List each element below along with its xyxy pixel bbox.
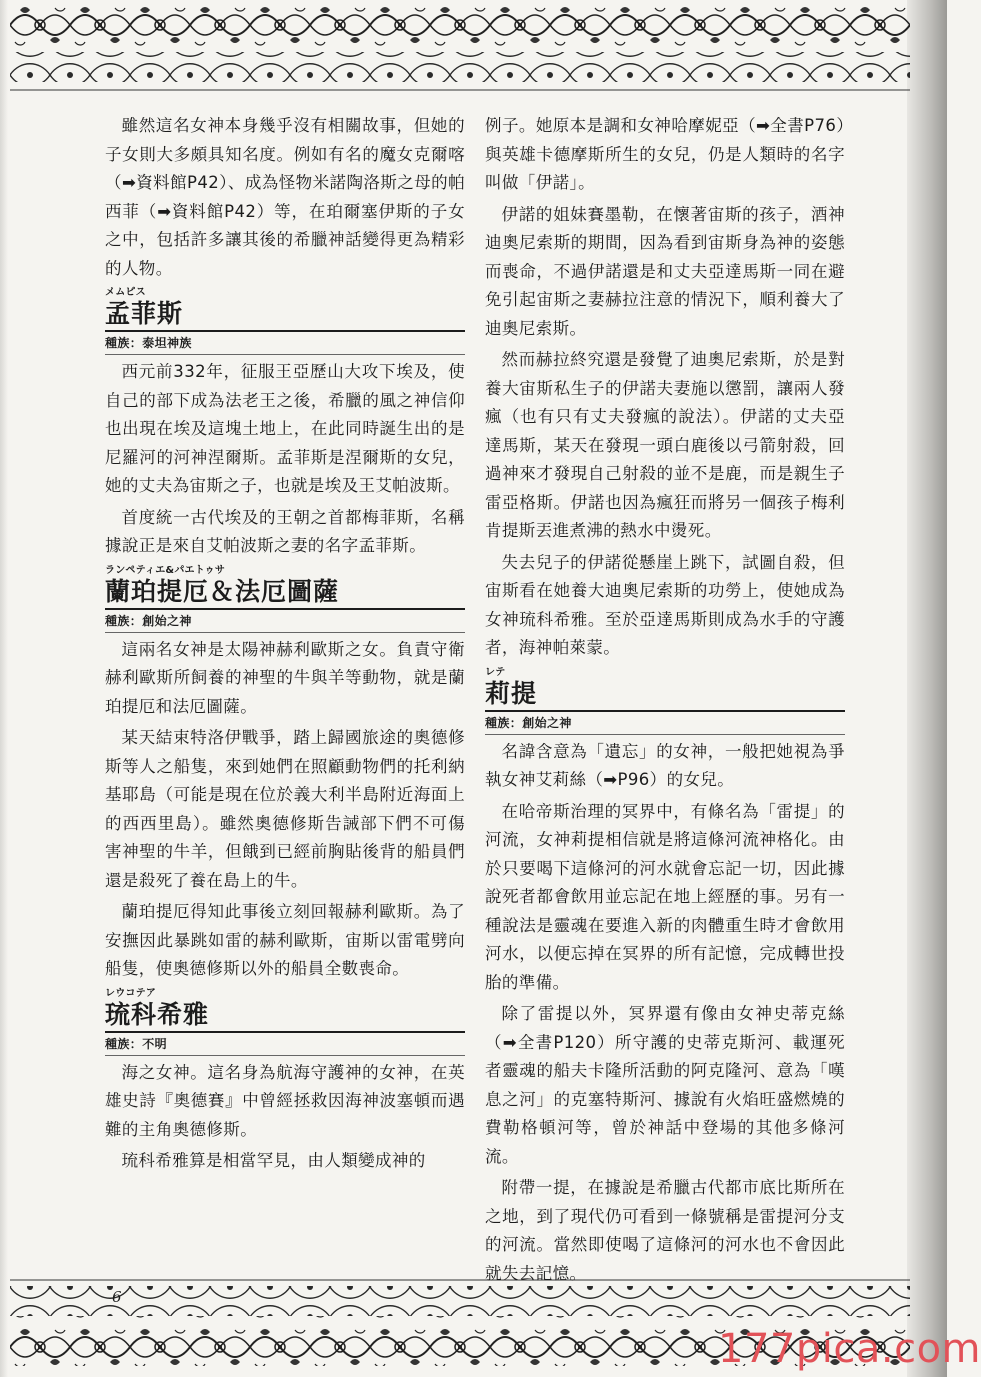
page-edge [0,0,8,1377]
section-memphis [105,287,465,561]
section-kana: レテ [485,666,506,678]
section-kana: レウコテア [105,987,156,999]
section-title: 蘭珀提厄＆法厄圖薩 [105,577,465,610]
section-title: 莉提 [485,679,845,712]
watermark-text: 177pica.com [718,1326,981,1372]
paragraph: 某天結束特洛伊戰爭，踏上歸國旅途的奧德修斯等人之船隻，來到她們在照顧動物們的托利納基耶島（可能是現在位於義大利半島附近海面上的西西里島）。雖然奧德修斯告誡部下們不可傷害神聖的牛羊，但餓到已經前胸貼後背的船員們還是殺死了養在島上的牛。 [105,728,465,890]
section-kana: ランペティエ&パエトゥサ [105,564,226,576]
intro-paragraph: 雖然這名女神本身幾乎沒有相關故事，但她的子女則大多頗具知名度。例如有名的魔女克爾喀（➡資料館P42）、成為怪物米諾陶洛斯之母的帕西菲（➡資料館P42）等，在珀爾塞伊斯的子女之中，包括許多讓其後的希臘神話變得更為精彩的人物。 [105,116,465,278]
paragraph: 附帶一提，在據說是希臘古代都市底比斯所在之地，到了現代仍可看到一條號稱是雷提河分支的河流。當然即使喝了這條河的河水也不會因此就失去記憶。 [485,1178,845,1283]
paragraph: 然而赫拉終究還是發覺了迪奧尼索斯，於是對養大宙斯私生子的伊諾夫妻施以懲罰，讓兩人發瘋（也有只有丈夫發瘋的說法）。伊諾的丈夫亞達馬斯，某天在發現一頭白鹿後以弓箭射殺，回過神來才發現自己射殺的並不是鹿，而是親生子雷亞格斯。伊諾也因為瘋狂而將另一個孩子梅利肯提斯丟進煮沸的熱水中燙死。 [485,350,845,540]
section-leucothea [105,988,465,1176]
section-title: 孟菲斯 [105,299,465,332]
section-type: 種族：泰坦神族 [105,332,465,355]
paragraph: 除了雷提以外，冥界還有像由女神史蒂克絲（➡全書P120）所守護的史蒂克斯河、載運死者靈魂的船夫卡隆所活動的阿克隆河、意為「嘆息之河」的克塞特斯河、據說有火焰旺盛燃燒的費勒格頓河等，曾於神話中登場的其他多條河流。 [485,1004,845,1166]
paragraph: 這兩名女神是太陽神赫利歐斯之女。負責守衛赫利歐斯所飼養的神聖的牛與羊等動物，就是蘭珀提厄和法厄圖薩。 [105,639,465,716]
paragraph: 西元前332年，征服王亞歷山大攻下埃及，使自己的部下成為法老王之後，希臘的風之神信仰也出現在埃及這塊土地上，在此同時誕生出的是尼羅河的河神涅爾斯。孟菲斯是涅爾斯的女兒，她的丈夫為宙斯之子，也就是埃及王艾帕波斯。 [105,362,465,495]
top-ornament-border [10,0,910,100]
book-spine-shadow [907,0,947,1377]
paragraph: 首度統一古代埃及的王朝之首都梅菲斯，名稱據說正是來自艾帕波斯之妻的名字孟菲斯。 [105,507,465,555]
paragraph: 琉科希雅算是相當罕見，由人類變成神的 [121,1151,426,1170]
page-number: 6 [112,1288,122,1306]
section-type: 種族：創始之神 [485,712,845,735]
paragraph: 在哈帝斯治理的冥界中，有條名為「雷提」的河流，女神莉提相信就是將這條河流神格化。由於只要喝下這條河的河水就會忘記一切，因此據說死者都會飲用並忘記在地上經歷的事。另有一種說法是靈魂在要進入新的肉體重生時才會飲用河水，以便忘掉在冥界的所有記憶，完成轉世投胎的準備。 [485,801,845,992]
continuation-paragraph: 例子。她原本是調和女神哈摩妮亞（➡全書P76）與英雄卡德摩斯所生的女兒，仍是人類時的名字叫做「伊諾」。 [485,116,845,192]
section-lethe [485,667,845,1289]
paragraph: 蘭珀提厄得知此事後立刻回報赫利歐斯。為了安撫因此暴跳如雷的赫利歐斯，宙斯以雷電劈向船隻，使奧德修斯以外的船員全數喪命。 [105,902,465,978]
paragraph: 名諱含意為「遺忘」的女神，一般把她視為爭執女神艾莉絲（➡P96）的女兒。 [485,741,845,789]
paragraph: 失去兒子的伊諾從懸崖上跳下，試圖自殺，但宙斯看在她養大迪奧尼索斯的功勞上，使她成為女神琉科希雅。至於亞達馬斯則成為水手的守護者，海神帕萊蒙。 [485,552,845,657]
section-lampetie-phaethusa [105,565,465,984]
section-type: 種族：創始之神 [105,610,465,633]
section-title: 琉科希雅 [105,1000,465,1033]
section-type: 種族：不明 [105,1033,465,1056]
left-column [105,112,465,1179]
section-kana: メムピス [105,287,146,298]
right-column [485,112,845,1291]
paragraph: 伊諾的姐妹賽墨勒，在懷著宙斯的孩子，酒神迪奧尼索斯的期間，因為看到宙斯身為神的姿態而喪命，不過伊諾還是和丈夫亞達馬斯一同在避免引起宙斯之妻赫拉注意的情況下，順利養大了迪奧尼索斯。 [485,204,845,338]
paragraph: 海之女神。這名身為航海守護神的女神，在英雄史詩『奧德賽』中曾經拯救因海神波塞頓而遇難的主角奧德修斯。 [105,1062,465,1139]
